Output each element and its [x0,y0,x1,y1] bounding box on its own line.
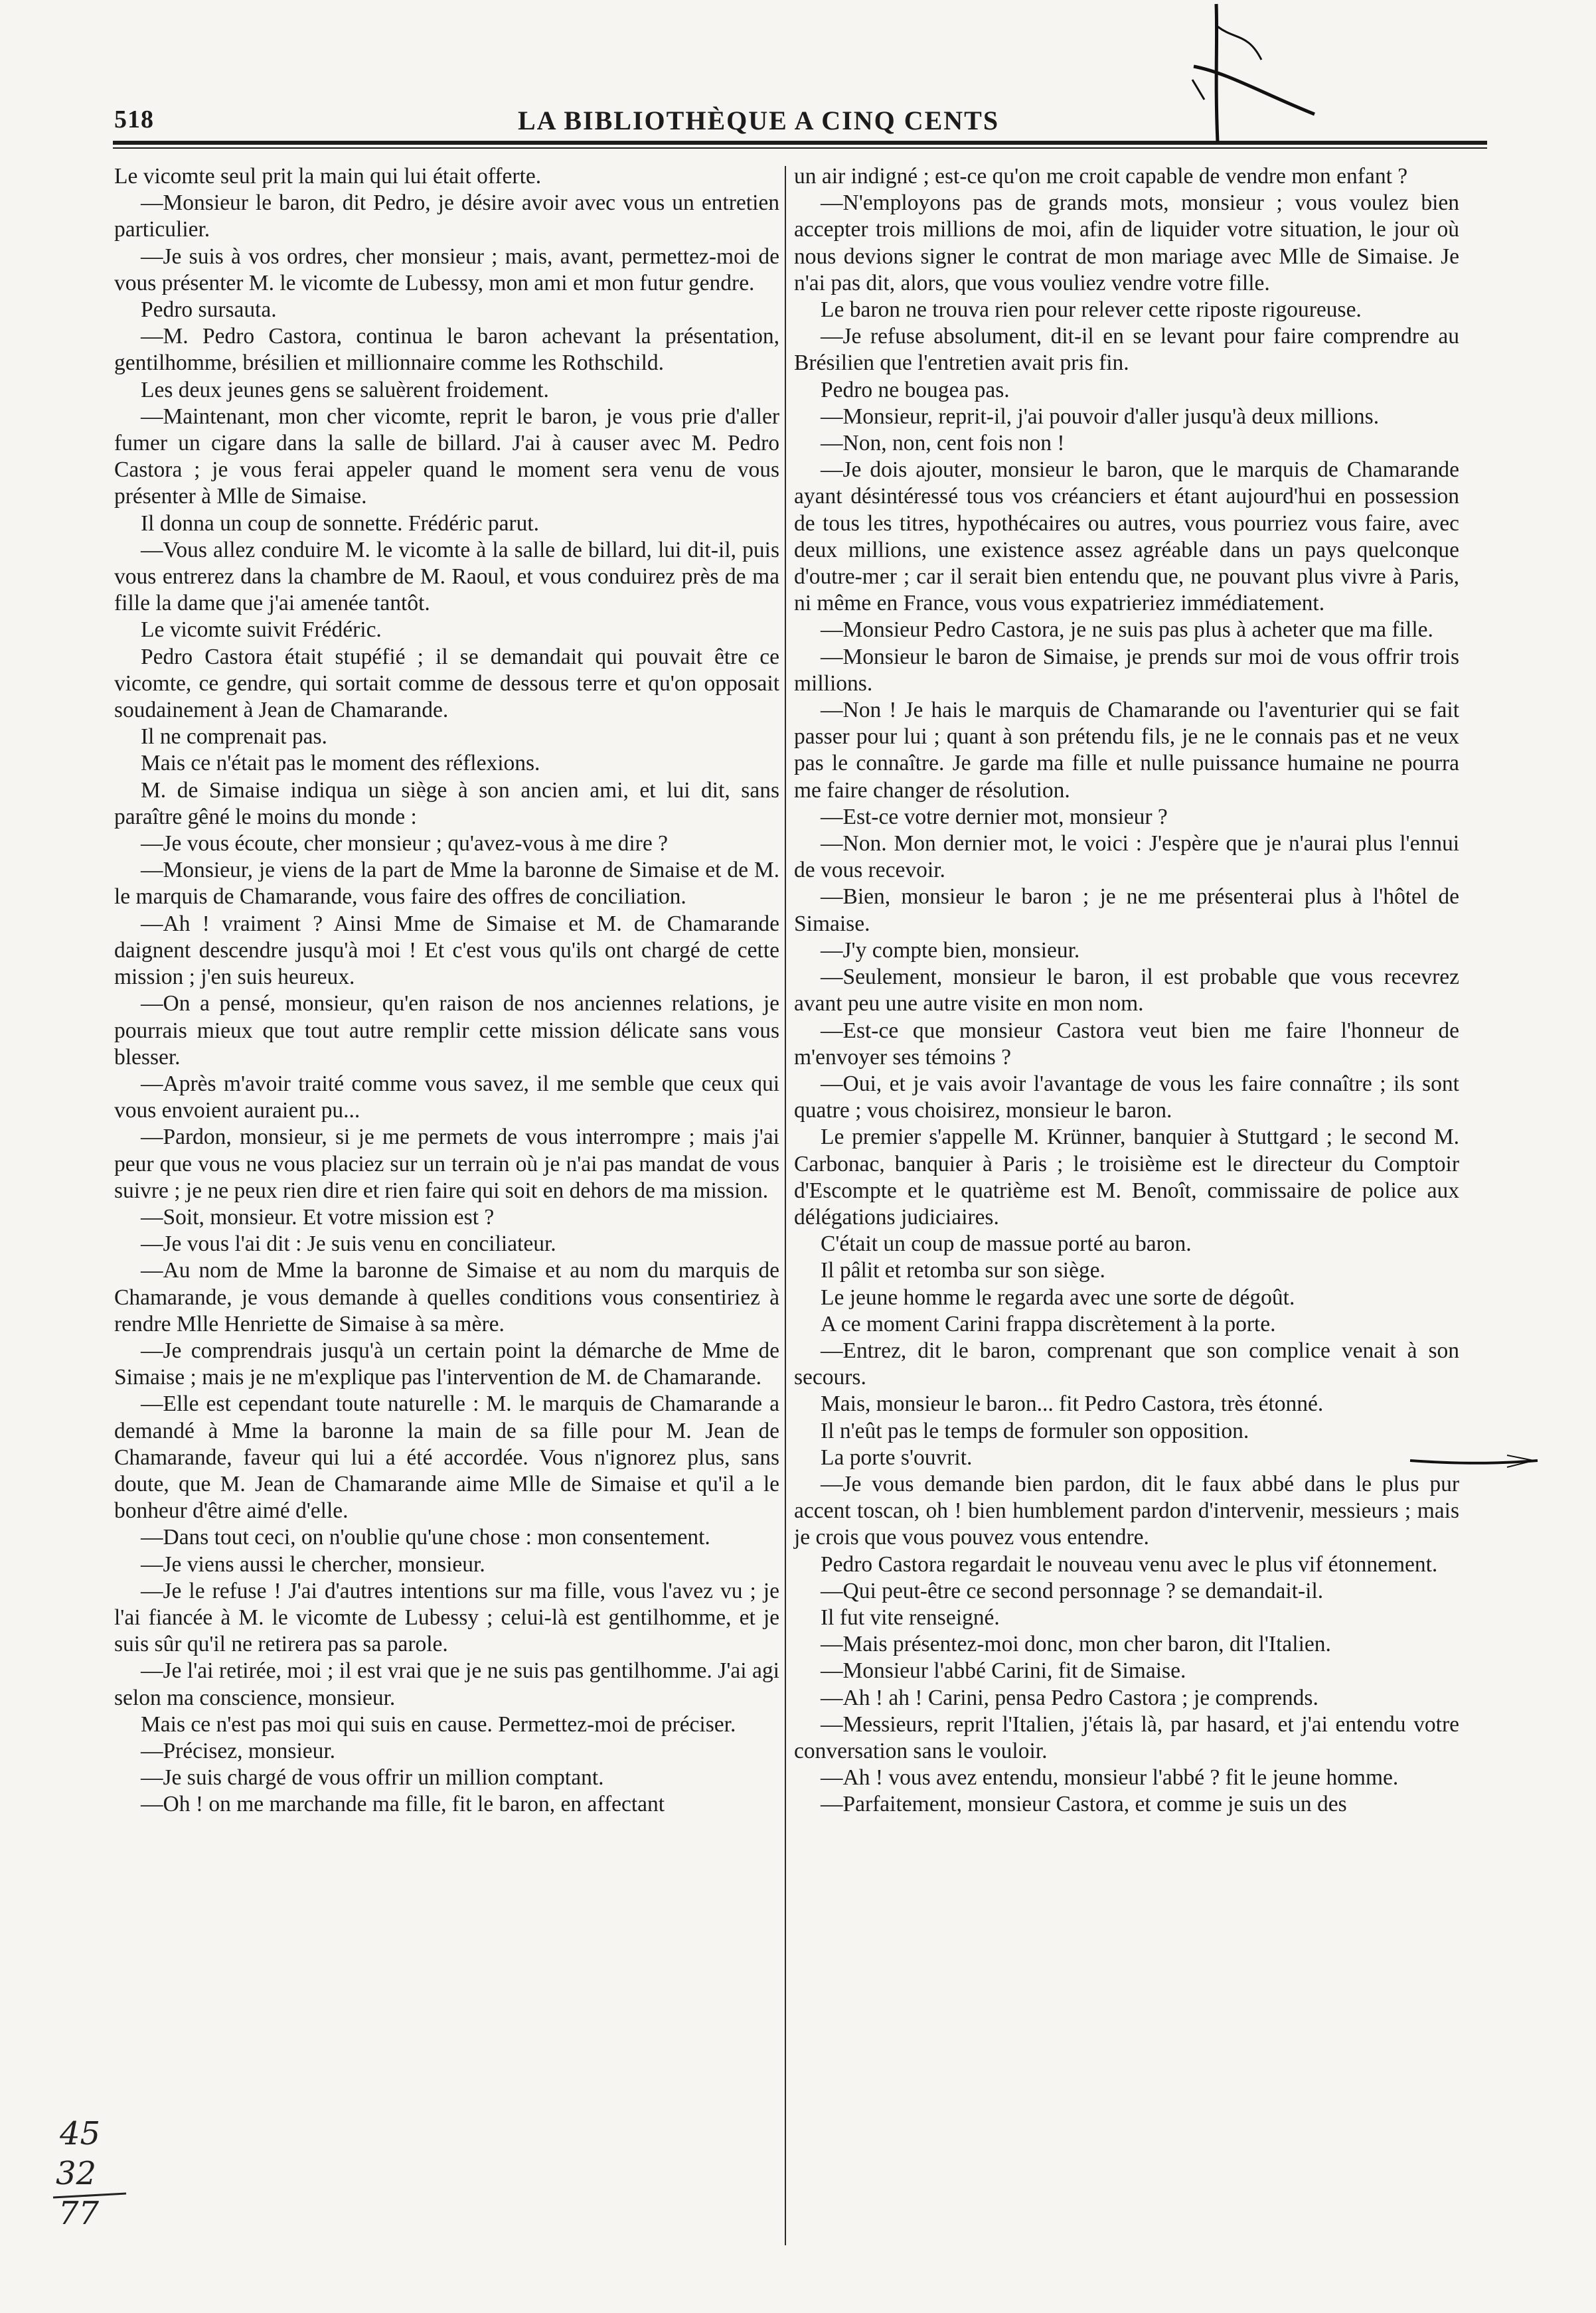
paragraph: —Non ! Je hais le marquis de Chamarande ou l'aventurier qui se fait passer pour lui ; quant à son prétendu fils, je ne le connais pas et ne veux pas le connaître. Je garde ma fille et nulle puissance humaine ne pourra me faire changer de résolution. [794,698,1459,803]
paragraph: —Dans tout ceci, on n'oublie qu'une chose : mon consentement. [141,1525,710,1550]
pen-cross-mark [1188,0,1361,146]
paragraph: —Mais présentez-moi donc, mon cher baron, dit l'Italien. [821,1632,1331,1657]
paragraph: —Précisez, monsieur. [141,1738,336,1763]
paragraph: —Monsieur le baron de Simaise, je prends sur moi de vous offrir trois millions. [794,644,1459,696]
paragraph: —Monsieur, je viens de la part de Mme la baronne de Simaise et de M. le marquis de Chamarande, vous faire des offres de conciliation. [114,858,779,910]
paragraph: —Je vous l'ai dit : Je suis venu en conciliateur. [141,1232,556,1257]
paragraph: un air indigné ; est-ce qu'on me croit capable de vendre mon enfant ? [794,164,1408,189]
paragraph: —Est-ce que monsieur Castora veut bien me faire l'honneur de m'envoyer ses témoins ? [794,1018,1459,1070]
paragraph: Pedro sursauta. [141,297,277,323]
paragraph: —M. Pedro Castora, continua le baron achevant la présentation, gentilhomme, brésilien et millionnaire comme les Rothschild. [114,324,779,376]
paragraph: —Au nom de Mme la baronne de Simaise et au nom du marquis de Chamarande, je vous demande à quelles conditions vous consentiriez à rendre Mlle Henriette de Simaise à sa mère. [114,1258,779,1336]
paragraph: —Messieurs, reprit l'Italien, j'étais là, par hasard, et j'ai entendu votre conversation sans le vouloir. [794,1712,1459,1763]
paragraph: —Soit, monsieur. Et votre mission est ? [141,1204,495,1230]
paragraph: —Je l'ai retirée, moi ; il est vrai que je ne suis pas gentilhomme. J'ai agi selon ma conscience, monsieur. [114,1658,779,1710]
paragraph: —Je suis à vos ordres, cher monsieur ; mais, avant, permettez-moi de vous présenter M. le vicomte de Lubessy, mon ami et mon futur gendre. [114,244,779,295]
paragraph: —Elle est cependant toute naturelle : M. le marquis de Chamarande a demandé à Mme la baronne la main de sa fille pour M. Jean de Chamarande, faveur qui lui a été accordée. Vous n'ignorez plus, sans doute, que M. Jean de Chamarande aime Mlle de Simaise et qu'il a le bonheur d'être aimé d'elle. [114,1392,779,1524]
paragraph: Le jeune homme le regarda avec une sorte de dégoût. [821,1285,1295,1310]
paragraph: —N'employons pas de grands mots, monsieur ; vous voulez bien accepter trois millions de moi, afin de liquider votre situation, le jour où nous devions signer le contrat de mon mariage avec Mlle de Simaise. Je n'ai pas dit, alors, que vous vouliez vendre votre fille. [794,191,1459,295]
paragraph: Le baron ne trouva rien pour relever cette riposte rigoureuse. [821,297,1362,323]
paragraph: —Ah ! vraiment ? Ainsi Mme de Simaise et M. de Chamarande daignent descendre jusqu'à moi ! Et c'est vous qu'ils ont chargé de cette mission ; j'en suis heureux. [114,911,779,990]
column-divider [785,166,786,2245]
paragraph: —Je le refuse ! J'ai d'autres intentions sur ma fille, vous l'avez vu ; je l'ai fiancée à M. le vicomte de Lubessy ; celui-là est gentilhomme, et je suis sûr qu'il ne retirera pas sa parole. [114,1578,779,1657]
paragraph: Mais ce n'était pas le moment des réflexions. [141,751,540,776]
paragraph: Les deux jeunes gens se saluèrent froidement. [141,377,549,402]
paragraph: M. de Simaise indiqua un siège à son ancien ami, et lui dit, sans paraître gêné le moins du monde : [114,777,779,829]
paragraph: —Après m'avoir traité comme vous savez, il me semble que ceux qui vous envoient auraient pu... [114,1071,779,1123]
paragraph: —Monsieur, reprit-il, j'ai pouvoir d'aller jusqu'à deux millions. [821,404,1380,429]
handwritten-line: 45 [60,2115,101,2152]
handwritten-line: 32 [56,2155,97,2192]
paragraph: Il n'eût pas le temps de formuler son opposition. [821,1418,1249,1443]
paragraph: —Entrez, dit le baron, comprenant que son complice venait à son secours. [794,1338,1459,1390]
paragraph: —Je vous écoute, cher monsieur ; qu'avez-vous à me dire ? [141,831,668,856]
paragraph: —Je vous demande bien pardon, dit le faux abbé dans le plus pur accent toscan, oh ! bien humblement pardon d'intervenir, messieurs ; mais je crois que vous pouvez vous entendre. [794,1471,1459,1550]
page-number: 518 [114,106,154,133]
paragraph: —Pardon, monsieur, si je me permets de vous interrompre ; mais j'ai peur que vous ne vous placiez sur un terrain où je n'ai pas mandat de vous suivre ; je ne peux rien dire et rien faire qui soit en dehors de ma mission. [114,1125,779,1203]
paragraph: —Parfaitement, monsieur Castora, et comme je suis un des [821,1792,1347,1817]
paragraph: —Je comprendrais jusqu'à un certain point la démarche de Mme de Simaise ; mais je ne m'explique pas l'intervention de M. de Chamarande. [114,1338,779,1390]
running-title: LA BIBLIOTHÈQUE A CINQ CENTS [518,106,1000,135]
paragraph: —Maintenant, mon cher vicomte, reprit le baron, je vous prie d'aller fumer un cigare dans la salle de billard. J'ai à causer avec M. Pedro Castora ; je vous ferai appeler quand le moment sera venu de vous présenter à Mlle de Simaise. [114,404,779,509]
paragraph: —Vous allez conduire M. le vicomte à la salle de billard, lui dit-il, puis vous entrerez dans la chambre de M. Raoul, et vous conduirez près de ma fille la dame que j'ai amenée tantôt. [114,537,779,616]
paragraph: —Je viens aussi le chercher, monsieur. [141,1552,485,1577]
paragraph: Pedro Castora était stupéfié ; il se demandait qui pouvait être ce vicomte, ce gendre, qui sortait comme de dessous terre et qu'on opposait soudainement à Jean de Chamarande. [114,644,779,723]
paragraph: —Oui, et je vais avoir l'avantage de vous les faire connaître ; ils sont quatre ; vous choisirez, monsieur le baron. [794,1071,1459,1123]
paragraph: —Ah ! ah ! Carini, pensa Pedro Castora ; je comprends. [821,1685,1318,1710]
paragraph: Mais ce n'est pas moi qui suis en cause. Permettez-moi de préciser. [141,1712,736,1737]
handwritten-numbers [46,2111,159,2244]
paragraph: Pedro ne bougea pas. [821,377,1010,402]
paragraph: C'était un coup de massue porté au baron. [821,1232,1192,1257]
paragraph: —Non, non, cent fois non ! [821,431,1065,456]
paragraph: —Est-ce votre dernier mot, monsieur ? [821,804,1168,829]
paragraph: —Je refuse absolument, dit-il en se levant pour faire comprendre au Brésilien que l'entretien avait pris fin. [794,324,1459,376]
paragraph: —J'y compte bien, monsieur. [821,937,1080,963]
paragraph: Pedro Castora regardait le nouveau venu avec le plus vif étonnement. [821,1552,1438,1577]
paragraph: —On a pensé, monsieur, qu'en raison de nos anciennes relations, je pourrais mieux que tout autre remplir cette mission délicate sans vous blesser. [114,991,779,1070]
paragraph: Il pâlit et retomba sur son siège. [821,1258,1105,1283]
paragraph: —Seulement, monsieur le baron, il est probable que vous recevrez avant peu une autre visite en mon nom. [794,965,1459,1016]
paragraph: —Bien, monsieur le baron ; je ne me présenterai plus à l'hôtel de Simaise. [794,884,1459,936]
paragraph: Le vicomte seul prit la main qui lui était offerte. [114,164,542,189]
paragraph: Il ne comprenait pas. [141,724,327,750]
paragraph: Le vicomte suivit Frédéric. [141,617,382,643]
right-column [794,163,1459,1818]
paragraph: —Ah ! vous avez entendu, monsieur l'abbé ? fit le jeune homme. [821,1765,1399,1791]
paragraph: Le premier s'appelle M. Krünner, banquier à Stuttgard ; le second M. Carbonac, banquier à Paris ; le troisième est le directeur du Comptoir d'Escompte et le quatrième est M. Benoît, commissaire de police aux délégations judiciaires. [794,1125,1459,1230]
left-column [114,163,779,1818]
header-rule-thin [113,147,1487,149]
pen-stroke-mark [1407,1447,1540,1474]
paragraph: Il fut vite renseigné. [821,1605,1000,1630]
paragraph: La porte s'ouvrit. [821,1445,973,1470]
paragraph: —Oh ! on me marchande ma fille, fit le baron, en affectant [141,1792,665,1817]
paragraph: —Monsieur le baron, dit Pedro, je désire avoir avec vous un entretien particulier. [114,191,779,242]
paragraph: A ce moment Carini frappa discrètement à la porte. [821,1311,1276,1336]
paragraph: Il donna un coup de sonnette. Frédéric parut. [141,511,540,536]
handwritten-line: 77 [58,2195,100,2232]
paragraph: —Monsieur l'abbé Carini, fit de Simaise. [821,1658,1186,1684]
paragraph: Mais, monsieur le baron... fit Pedro Castora, très étonné. [821,1392,1324,1417]
paragraph: —Non. Mon dernier mot, le voici : J'espère que je n'aurai plus l'ennui de vous recevoir. [794,831,1459,883]
paragraph: —Je dois ajouter, monsieur le baron, que le marquis de Chamarande ayant désintéressé tous vos créanciers et étant aujourd'hui en possession de tous les titres, hypothécaires ou autres, vous pourriez vous faire, avec deux millions, une existence assez agréable dans un pays quelconque d'outre-mer ; car il serait bien entendu que, ne pouvant plus vivre à Paris, ni même en France, vous vous expatrieriez immédiatement. [794,457,1459,616]
paragraph: —Qui peut-être ce second personnage ? se demandait-il. [821,1578,1324,1603]
paragraph: —Monsieur Pedro Castora, je ne suis pas plus à acheter que ma fille. [821,617,1433,643]
paragraph: —Je suis chargé de vous offrir un million comptant. [141,1765,604,1791]
